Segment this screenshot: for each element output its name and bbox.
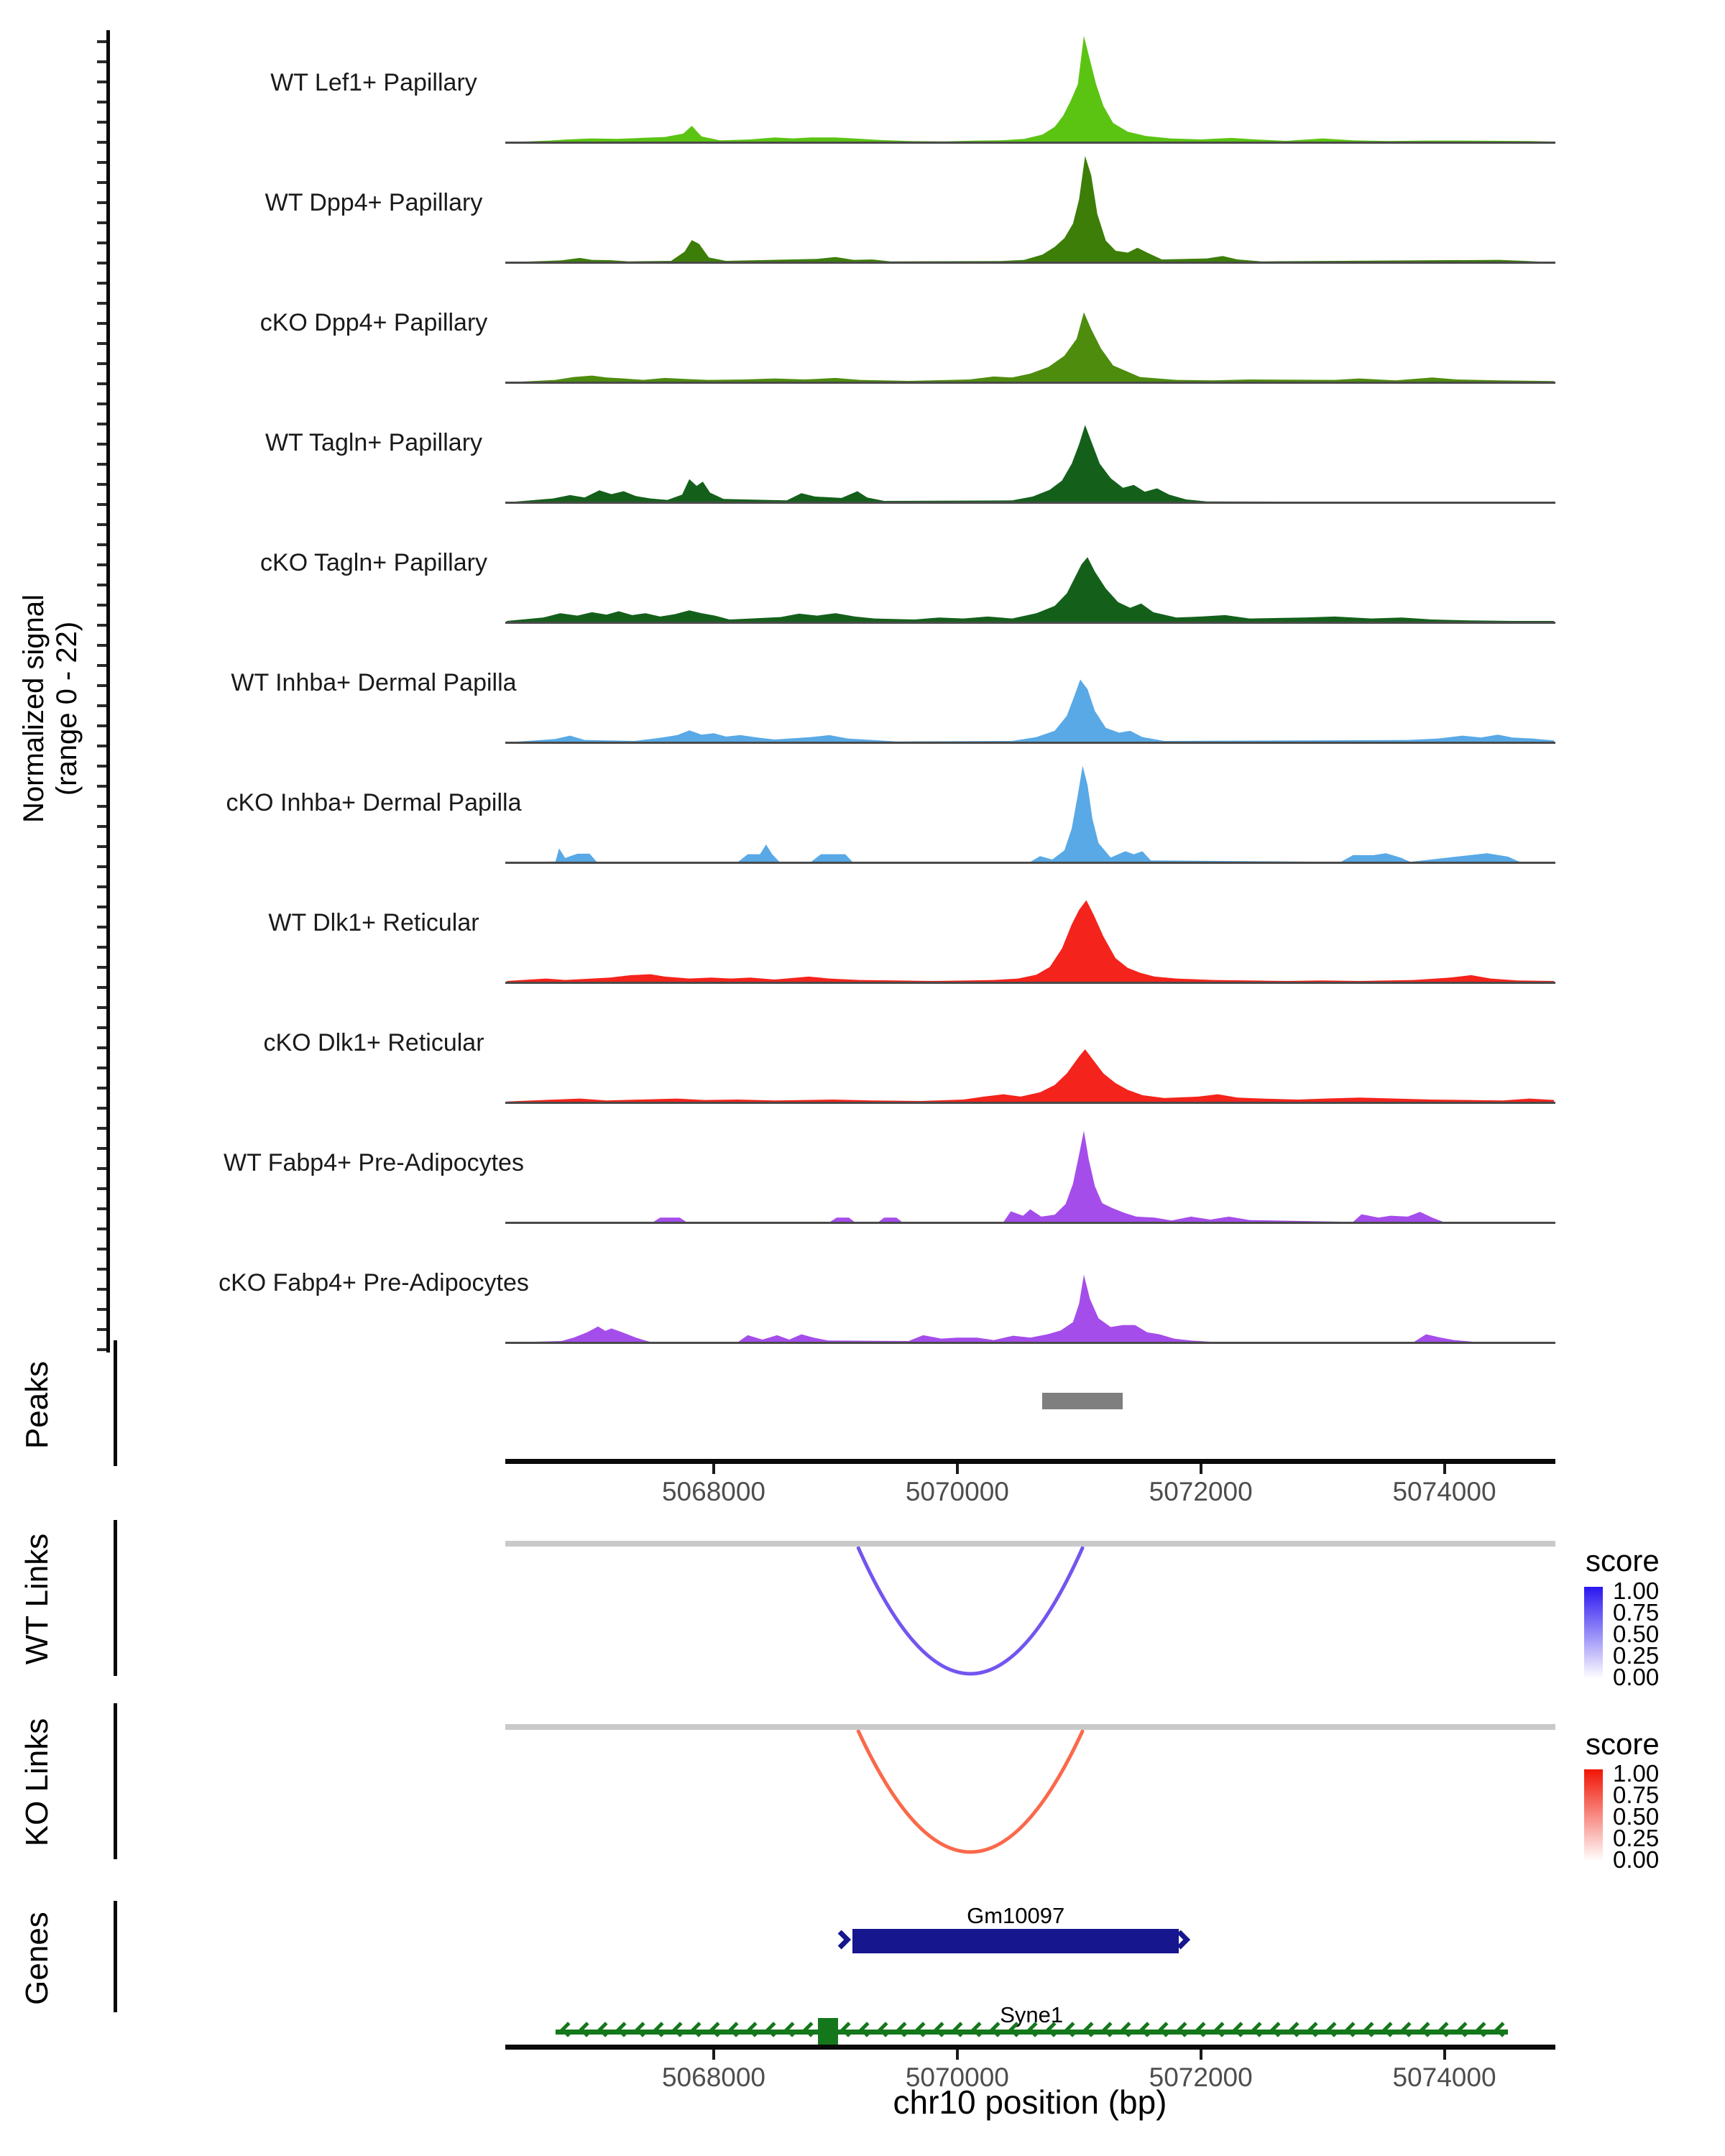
x-axis-tick-label: 5072000 — [1149, 1477, 1253, 1506]
score-legend-tick-label: 0.00 — [1613, 1846, 1660, 1873]
genes-section-label: Genes — [19, 1912, 55, 2005]
y-axis-tick — [97, 1268, 106, 1271]
y-axis-tick — [97, 80, 106, 83]
y-axis-tick — [97, 865, 106, 868]
y-axis-tick — [97, 101, 106, 103]
wt-links-baseline-band — [505, 1541, 1555, 1547]
score-legend-tick-label: 0.25 — [1613, 1642, 1660, 1669]
y-axis-tick — [97, 563, 106, 566]
score-legend-tick-label: 0.50 — [1613, 1621, 1660, 1647]
track-baseline — [505, 502, 1555, 504]
coverage-area — [507, 33, 1554, 142]
y-axis-tick — [97, 946, 106, 949]
y-axis-tick — [97, 322, 106, 325]
y-axis-tick — [97, 1006, 106, 1009]
y-axis-tick — [97, 282, 106, 285]
y-axis-tick — [97, 805, 106, 808]
genes-axis-line — [114, 1901, 117, 2012]
y-axis-tick — [97, 885, 106, 888]
wt-links-section-label: WT Links — [19, 1533, 55, 1665]
y-axis-tick — [97, 40, 106, 43]
track-baseline — [505, 262, 1555, 264]
score-legend-tick-label: 0.75 — [1613, 1782, 1660, 1808]
y-axis-title-line1: Normalized signal — [18, 594, 50, 823]
track-label: WT Inhba+ Dermal Papilla — [231, 669, 517, 696]
track-baseline — [505, 742, 1555, 744]
y-axis-tick — [97, 483, 106, 486]
y-axis-tick — [97, 60, 106, 63]
track-baseline — [505, 382, 1555, 384]
y-axis-tick — [97, 141, 106, 144]
x-axis-1-line — [505, 1459, 1555, 1464]
y-axis-tick — [97, 402, 106, 405]
track-baseline — [505, 1102, 1555, 1104]
y-axis-tick — [97, 221, 106, 224]
y-axis-tick — [97, 1288, 106, 1291]
y-axis-tick — [97, 825, 106, 828]
y-axis-tick — [97, 604, 106, 607]
y-axis-tick — [97, 503, 106, 506]
y-axis-tick — [97, 1026, 106, 1029]
ko-link-arc — [505, 1730, 1555, 1863]
coverage-area — [507, 273, 1554, 382]
y-axis-tick — [97, 845, 106, 848]
x-axis-tick-label: 5074000 — [1392, 1477, 1496, 1506]
y-axis-tick — [97, 262, 106, 264]
score-legend-tick-label: 0.25 — [1613, 1825, 1660, 1851]
y-axis-tick — [97, 704, 106, 707]
track-baseline — [505, 982, 1555, 984]
gene-label-syne1: Syne1 — [1000, 2002, 1064, 2027]
track-label: WT Lef1+ Papillary — [270, 69, 477, 96]
y-axis-tick — [97, 1187, 106, 1190]
y-axis-tick — [97, 1046, 106, 1049]
y-axis-tick — [97, 1087, 106, 1089]
x-axis-tick-label: 5068000 — [661, 1477, 766, 1506]
y-axis-tick — [97, 785, 106, 788]
y-axis-title-line2: (range 0 - 22) — [51, 621, 83, 796]
track-label: WT Dlk1+ Reticular — [268, 909, 479, 936]
coverage-area — [507, 993, 1554, 1102]
y-axis-tick — [97, 1308, 106, 1311]
track-baseline — [505, 862, 1555, 864]
y-axis-tick — [97, 1328, 106, 1331]
gene-label-gm10097: Gm10097 — [967, 1903, 1065, 1928]
x-axis-tick — [1200, 1464, 1202, 1474]
x-axis-tick — [1443, 1464, 1446, 1474]
score-legend-tick-label: 0.75 — [1613, 1599, 1660, 1626]
y-axis-tick — [97, 302, 106, 305]
y-axis-tick — [97, 966, 106, 969]
gene-strand-arrows-gm10097 — [505, 1930, 1555, 1952]
y-axis-tick — [97, 523, 106, 526]
y-axis-tick — [97, 121, 106, 124]
y-axis-tick — [97, 1207, 106, 1210]
x-axis-2-line — [505, 2045, 1555, 2050]
ko-score-legend-title: score — [1586, 1727, 1660, 1761]
track-label: cKO Dpp4+ Papillary — [259, 309, 488, 336]
wt-score-legend-title: score — [1586, 1544, 1660, 1577]
y-axis-tick — [97, 382, 106, 385]
y-axis-tick — [97, 181, 106, 184]
ko-links-baseline-band — [505, 1724, 1555, 1730]
coverage-area — [507, 633, 1554, 742]
y-axis-tick — [97, 745, 106, 747]
score-legend-tick-label: 0.00 — [1613, 1664, 1660, 1690]
y-axis-tick — [97, 724, 106, 727]
ko-links-axis-line — [114, 1703, 117, 1859]
y-axis-tick — [97, 664, 106, 667]
track-baseline — [505, 142, 1555, 144]
x-axis-tick — [712, 1464, 715, 1474]
track-label: cKO Dlk1+ Reticular — [263, 1029, 484, 1056]
x-axis-tick — [1443, 2050, 1446, 2060]
coverage-area — [507, 1233, 1554, 1342]
y-axis-tick — [97, 765, 106, 768]
x-axis-tick-label: 5074000 — [1392, 2063, 1496, 2092]
coverage-area — [507, 1113, 1554, 1222]
x-axis-tick — [956, 1464, 959, 1474]
x-axis-tick-label: 5068000 — [661, 2063, 766, 2092]
score-legend-tick-label: 0.50 — [1613, 1803, 1660, 1830]
x-axis-tick — [956, 2050, 959, 2060]
track-baseline — [505, 1342, 1555, 1344]
wt-score-legend-gradient — [1584, 1587, 1603, 1679]
x-axis-tick — [712, 2050, 715, 2060]
y-axis-tick — [97, 362, 106, 365]
x-axis-title: chr10 position (bp) — [893, 2083, 1167, 2121]
track-label: cKO Tagln+ Papillary — [260, 549, 487, 576]
coverage-area — [507, 513, 1554, 622]
y-axis-tick — [97, 1147, 106, 1150]
y-axis-tick — [97, 906, 106, 908]
track-baseline — [505, 622, 1555, 624]
y-axis-tick — [97, 624, 106, 627]
track-baseline — [505, 1222, 1555, 1224]
coverage-area — [507, 393, 1554, 502]
y-axis-tick — [97, 926, 106, 929]
y-axis-tick — [97, 1227, 106, 1230]
gene-strand-arrows-syne1 — [505, 2021, 1555, 2042]
track-label: cKO Inhba+ Dermal Papilla — [226, 789, 522, 816]
track-label: WT Dpp4+ Papillary — [264, 189, 483, 216]
track-label: WT Fabp4+ Pre-Adipocytes — [224, 1149, 524, 1176]
track-label: WT Tagln+ Papillary — [264, 429, 483, 456]
peaks-axis-line — [114, 1340, 117, 1466]
y-axis-tick — [97, 1127, 106, 1130]
y-axis-tick — [97, 1067, 106, 1069]
x-axis-tick-label: 5072000 — [1149, 2063, 1253, 2092]
x-axis-tick-label: 5070000 — [905, 2063, 1009, 2092]
y-axis-tick — [97, 161, 106, 164]
y-axis-tick — [97, 986, 106, 989]
ko-score-legend-gradient — [1584, 1769, 1603, 1861]
coverage-area — [507, 153, 1554, 262]
wt-link-arc — [505, 1547, 1555, 1683]
coverage-area — [507, 753, 1554, 862]
y-axis-tick — [97, 1348, 106, 1351]
score-legend-tick-label: 1.00 — [1613, 1577, 1660, 1604]
ko-links-section-label: KO Links — [19, 1718, 55, 1847]
y-axis-tick — [97, 463, 106, 466]
score-legend-tick-label: 1.00 — [1613, 1760, 1660, 1787]
y-axis-tick — [97, 644, 106, 647]
peaks-section-label: Peaks — [19, 1360, 55, 1450]
y-axis-tick — [97, 1107, 106, 1110]
y-axis-tick — [97, 584, 106, 586]
y-axis-tick — [97, 1167, 106, 1170]
x-axis-tick — [1200, 2050, 1202, 2060]
y-axis-title — [17, 349, 83, 1068]
coverage-area — [507, 873, 1554, 982]
wt-links-axis-line — [114, 1520, 117, 1676]
y-axis-tick — [97, 1248, 106, 1250]
y-axis-tick — [97, 543, 106, 546]
y-axis-tick — [97, 684, 106, 687]
y-axis-tick — [97, 241, 106, 244]
y-axis-tick — [97, 342, 106, 345]
y-axis-tick — [97, 201, 106, 204]
track-label: cKO Fabp4+ Pre-Adipocytes — [218, 1269, 529, 1296]
peak-bar — [1042, 1393, 1123, 1409]
y-axis-tick — [97, 423, 106, 425]
y-axis-tick — [97, 443, 106, 446]
x-axis-tick-label: 5070000 — [905, 1477, 1009, 1506]
